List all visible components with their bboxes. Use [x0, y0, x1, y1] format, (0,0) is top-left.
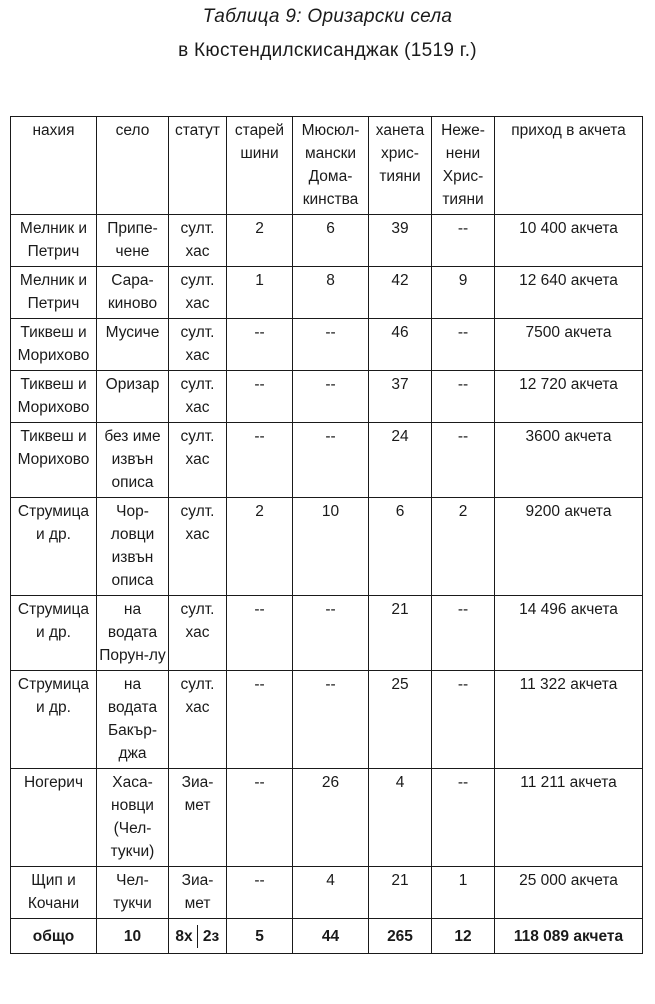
- total-hristiyani: 265: [369, 919, 432, 954]
- cell-hristiyani: 39: [369, 215, 432, 267]
- table-row: [11, 769, 643, 867]
- cell-hristiyani: 37: [369, 371, 432, 423]
- cell-muslim: --: [293, 423, 369, 498]
- cell-nahiya: Щип и Кочани: [11, 867, 97, 919]
- table-row: [11, 423, 643, 498]
- cell-statut: султ. хас: [169, 671, 227, 769]
- cell-nahiya: Тиквеш и Морихово: [11, 319, 97, 371]
- cell-nezheneni: --: [432, 319, 495, 371]
- cell-prihod: 12 640 акчета: [495, 267, 643, 319]
- cell-nezheneni: --: [432, 215, 495, 267]
- cell-nahiya: Мелник и Петрич: [11, 215, 97, 267]
- table-row: [11, 267, 643, 319]
- cell-prihod: 11 322 акчета: [495, 671, 643, 769]
- cell-prihod: 14 496 акчета: [495, 596, 643, 671]
- cell-statut: Зиа-мет: [169, 769, 227, 867]
- cell-hristiyani: 21: [369, 596, 432, 671]
- cell-nezheneni: 2: [432, 498, 495, 596]
- cell-statut: султ. хас: [169, 267, 227, 319]
- table-row: [11, 671, 643, 769]
- cell-nahiya: Тиквеш и Морихово: [11, 423, 97, 498]
- cell-prihod: 11 211 акчета: [495, 769, 643, 867]
- cell-nahiya: Тиквеш и Морихово: [11, 371, 97, 423]
- total-selo: 10: [97, 919, 169, 954]
- table-row: [11, 498, 643, 596]
- cell-statut: Зиа-мет: [169, 867, 227, 919]
- cell-prihod: 12 720 акчета: [495, 371, 643, 423]
- table-header-row: [11, 117, 643, 215]
- cell-stari-shini: --: [227, 319, 293, 371]
- header-selo: село: [97, 117, 169, 215]
- cell-hristiyani: 46: [369, 319, 432, 371]
- table-title: Таблица 9: Оризарски села: [202, 6, 453, 27]
- cell-stari-shini: 2: [227, 498, 293, 596]
- cell-hristiyani: 42: [369, 267, 432, 319]
- total-muslim: 44: [293, 919, 369, 954]
- table-total-row: [11, 919, 643, 954]
- table-row: [11, 319, 643, 371]
- cell-muslim: --: [293, 371, 369, 423]
- cell-statut: султ. хас: [169, 423, 227, 498]
- cell-nezheneni: --: [432, 596, 495, 671]
- cell-selo: Припе-чене: [97, 215, 169, 267]
- cell-statut: султ. хас: [169, 215, 227, 267]
- cell-nahiya: Струмица и др.: [11, 671, 97, 769]
- cell-muslim: 10: [293, 498, 369, 596]
- cell-statut: султ. хас: [169, 319, 227, 371]
- cell-stari-shini: --: [227, 769, 293, 867]
- cell-nahiya: Ногерич: [11, 769, 97, 867]
- table-row: [11, 215, 643, 267]
- cell-nezheneni: --: [432, 769, 495, 867]
- cell-prihod: 9200 акчета: [495, 498, 643, 596]
- cell-muslim: 4: [293, 867, 369, 919]
- cell-muslim: --: [293, 319, 369, 371]
- table-subtitle: в Кюстендилскисанджак (1519 г.): [178, 40, 477, 61]
- table-row: [11, 867, 643, 919]
- table-row: [11, 596, 643, 671]
- cell-hristiyani: 25: [369, 671, 432, 769]
- cell-hristiyani: 4: [369, 769, 432, 867]
- cell-nezheneni: --: [432, 371, 495, 423]
- cell-nezheneni: --: [432, 423, 495, 498]
- cell-muslim: 26: [293, 769, 369, 867]
- cell-hristiyani: 21: [369, 867, 432, 919]
- cell-selo: Сара-киново: [97, 267, 169, 319]
- cell-statut: султ. хас: [169, 371, 227, 423]
- cell-selo: без име извън описа: [97, 423, 169, 498]
- cell-prihod: 3600 акчета: [495, 423, 643, 498]
- cell-selo: Оризар: [97, 371, 169, 423]
- cell-nezheneni: --: [432, 671, 495, 769]
- villages-table: [10, 116, 643, 954]
- cell-statut: султ. хас: [169, 498, 227, 596]
- cell-nahiya: Струмица и др.: [11, 596, 97, 671]
- total-statut-has: 8х: [175, 927, 193, 945]
- cell-hristiyani: 24: [369, 423, 432, 498]
- cell-muslim: --: [293, 671, 369, 769]
- cell-muslim: 6: [293, 215, 369, 267]
- cell-selo: на водата Бакър-джа: [97, 671, 169, 769]
- header-muslim: Мюсюл-мански Дома-кинства: [293, 117, 369, 215]
- cell-selo: Чор-ловци извън описа: [97, 498, 169, 596]
- cell-muslim: --: [293, 596, 369, 671]
- cell-prihod: 10 400 акчета: [495, 215, 643, 267]
- cell-prihod: 7500 акчета: [495, 319, 643, 371]
- cell-statut: султ. хас: [169, 596, 227, 671]
- cell-nezheneni: 9: [432, 267, 495, 319]
- cell-selo: Чел-тукчи: [97, 867, 169, 919]
- total-statut-ziamet: 2з: [197, 925, 224, 948]
- cell-hristiyani: 6: [369, 498, 432, 596]
- cell-stari-shini: 1: [227, 267, 293, 319]
- total-statut: [169, 919, 227, 954]
- cell-nezheneni: 1: [432, 867, 495, 919]
- header-nahiya: нахия: [11, 117, 97, 215]
- cell-nahiya: Струмица и др.: [11, 498, 97, 596]
- cell-stari-shini: --: [227, 671, 293, 769]
- cell-prihod: 25 000 акчета: [495, 867, 643, 919]
- header-nezheneni: Неже-нени Хрис-тияни: [432, 117, 495, 215]
- table-row: [11, 371, 643, 423]
- header-hristiyani: ханета хрис-тияни: [369, 117, 432, 215]
- total-prihod: 118 089 акчета: [495, 919, 643, 954]
- header-prihod: приход в акчета: [495, 117, 643, 215]
- total-nezheneni: 12: [432, 919, 495, 954]
- cell-stari-shini: --: [227, 596, 293, 671]
- total-stari-shini: 5: [227, 919, 293, 954]
- cell-nahiya: Мелник и Петрич: [11, 267, 97, 319]
- cell-selo: Хаса-новци (Чел-тукчи): [97, 769, 169, 867]
- cell-selo: на водата Порун-лу: [97, 596, 169, 671]
- cell-stari-shini: --: [227, 867, 293, 919]
- total-label: общо: [11, 919, 97, 954]
- header-stari-shini: старей шини: [227, 117, 293, 215]
- cell-selo: Мусиче: [97, 319, 169, 371]
- header-statut: статут: [169, 117, 227, 215]
- cell-muslim: 8: [293, 267, 369, 319]
- cell-stari-shini: 2: [227, 215, 293, 267]
- cell-stari-shini: --: [227, 423, 293, 498]
- cell-stari-shini: --: [227, 371, 293, 423]
